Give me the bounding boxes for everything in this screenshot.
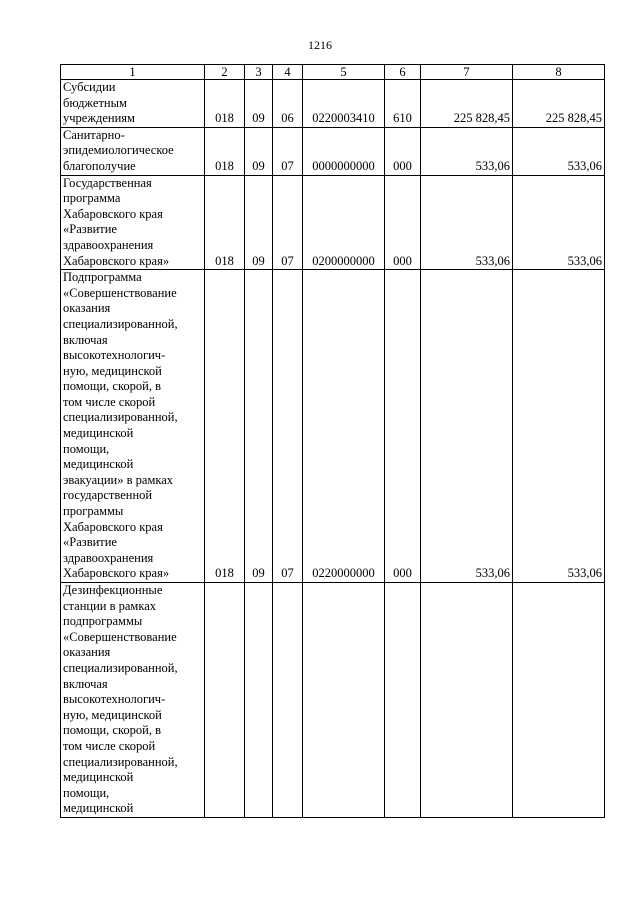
- section-cell: 09: [245, 127, 273, 175]
- section-cell: 09: [245, 270, 273, 583]
- amount-cell: [421, 583, 513, 818]
- amount-cell: 533,06: [513, 175, 605, 270]
- header-cell: 1: [61, 65, 205, 80]
- table-row: [61, 127, 605, 175]
- row-name-cell: Государственная программа Хабаровского края «Развитие здравоохранения Хабаровского края»: [61, 175, 205, 270]
- amount-cell: 225 828,45: [513, 80, 605, 128]
- amount-cell: [513, 583, 605, 818]
- table-row: [61, 175, 605, 270]
- expense-type-cell: 000: [385, 127, 421, 175]
- subsection-cell: 06: [273, 80, 303, 128]
- table-row: [61, 583, 605, 818]
- expense-type-cell: 610: [385, 80, 421, 128]
- ministry-code-cell: 018: [205, 127, 245, 175]
- target-article-cell: 0000000000: [303, 127, 385, 175]
- subsection-cell: 07: [273, 127, 303, 175]
- table-row: [61, 270, 605, 583]
- subsection-cell: 07: [273, 175, 303, 270]
- row-name-cell: Санитарно- эпидемиологическое благополучие: [61, 127, 205, 175]
- amount-cell: 533,06: [421, 175, 513, 270]
- expense-type-cell: 000: [385, 270, 421, 583]
- header-cell: 4: [273, 65, 303, 80]
- row-name-cell: Дезинфекционные станции в рамках подпрограммы «Совершенствование оказания специализированной, включая высокотехнологич- ную, медицинской помощи, скорой, в том числе скорой специализированной, медицинской помощи, медицинской: [61, 583, 205, 818]
- section-cell: 09: [245, 80, 273, 128]
- row-name-cell: Субсидии бюджетным учреждениям: [61, 80, 205, 128]
- page-number: 1216: [308, 38, 332, 52]
- row-name-cell: Подпрограмма «Совершенствование оказания специализированной, включая высокотехнологич- ную, медицинской помощи, скорой, в том числе скорой специализированной, медицинской помощи, медицинской эвакуации» в рамках государственной программы Хабаровского края «Развитие здравоохранения Хабаровского края»: [61, 270, 205, 583]
- budget-table: [60, 64, 605, 818]
- header-cell: 6: [385, 65, 421, 80]
- table-header-row: [61, 65, 605, 80]
- section-cell: [245, 583, 273, 818]
- target-article-cell: 0220003410: [303, 80, 385, 128]
- expense-type-cell: [385, 583, 421, 818]
- amount-cell: 225 828,45: [421, 80, 513, 128]
- subsection-cell: 07: [273, 270, 303, 583]
- subsection-cell: [273, 583, 303, 818]
- target-article-cell: 0200000000: [303, 175, 385, 270]
- target-article-cell: [303, 583, 385, 818]
- header-cell: 7: [421, 65, 513, 80]
- ministry-code-cell: 018: [205, 80, 245, 128]
- ministry-code-cell: 018: [205, 175, 245, 270]
- expense-type-cell: 000: [385, 175, 421, 270]
- amount-cell: 533,06: [421, 127, 513, 175]
- header-cell: 5: [303, 65, 385, 80]
- table-row: [61, 80, 605, 128]
- target-article-cell: 0220000000: [303, 270, 385, 583]
- header-cell: 2: [205, 65, 245, 80]
- amount-cell: 533,06: [513, 127, 605, 175]
- header-cell: 3: [245, 65, 273, 80]
- amount-cell: 533,06: [421, 270, 513, 583]
- ministry-code-cell: 018: [205, 270, 245, 583]
- section-cell: 09: [245, 175, 273, 270]
- header-cell: 8: [513, 65, 605, 80]
- amount-cell: 533,06: [513, 270, 605, 583]
- ministry-code-cell: [205, 583, 245, 818]
